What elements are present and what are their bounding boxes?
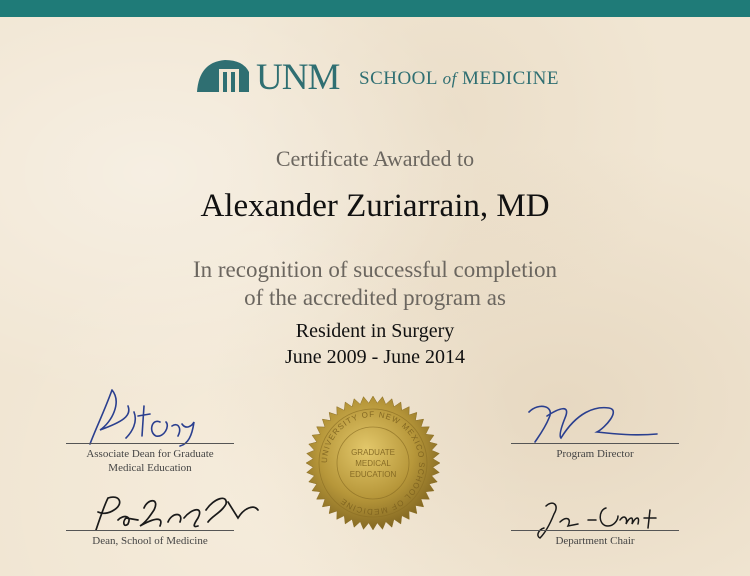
assoc-dean-signature-icon <box>82 382 212 448</box>
awarded-heading: Certificate Awarded to <box>275 146 475 171</box>
seal-center-line-2: MEDICAL <box>355 459 391 468</box>
recognition-text <box>0 256 750 312</box>
program-director-label: Program Director <box>556 448 634 460</box>
logo-unm-text: UNM <box>256 57 340 98</box>
program-director-signature-icon <box>525 398 665 448</box>
recipient-name: Alexander Zuriarrain, MD <box>200 188 550 224</box>
dean-signature-icon <box>88 488 264 534</box>
logo-school-text: SCHOOL of MEDICINE <box>359 68 559 89</box>
gold-seal-icon <box>305 395 441 531</box>
dean-label: Dean, School of Medicine <box>92 535 208 547</box>
program-name: Resident in Surgery <box>295 320 455 342</box>
department-chair-signature-line <box>511 530 679 531</box>
assoc-dean-signature-line <box>66 443 234 444</box>
program-info <box>0 318 750 370</box>
program-dates: June 2009 - June 2014 <box>285 346 465 368</box>
program-director-signature-line <box>511 443 679 444</box>
unm-logo <box>0 58 750 98</box>
top-color-band <box>0 0 750 17</box>
unm-building-logo-icon <box>195 58 251 92</box>
assoc-dean-label: Associate Dean for Graduate Medical Education <box>86 448 214 474</box>
recognition-line-2: of the accredited program as <box>244 285 506 310</box>
seal-ring-text: UNIVERSITY OF NEW MEXICO SCHOOL OF MEDICINE <box>319 409 427 517</box>
seal-center-line-3: EDUCATION <box>349 470 397 479</box>
dean-signature-line <box>66 530 234 531</box>
department-chair-label: Department Chair <box>555 535 635 547</box>
recognition-line-1: In recognition of successful completion <box>192 257 558 282</box>
seal-center-line-1: GRADUATE <box>351 448 395 457</box>
